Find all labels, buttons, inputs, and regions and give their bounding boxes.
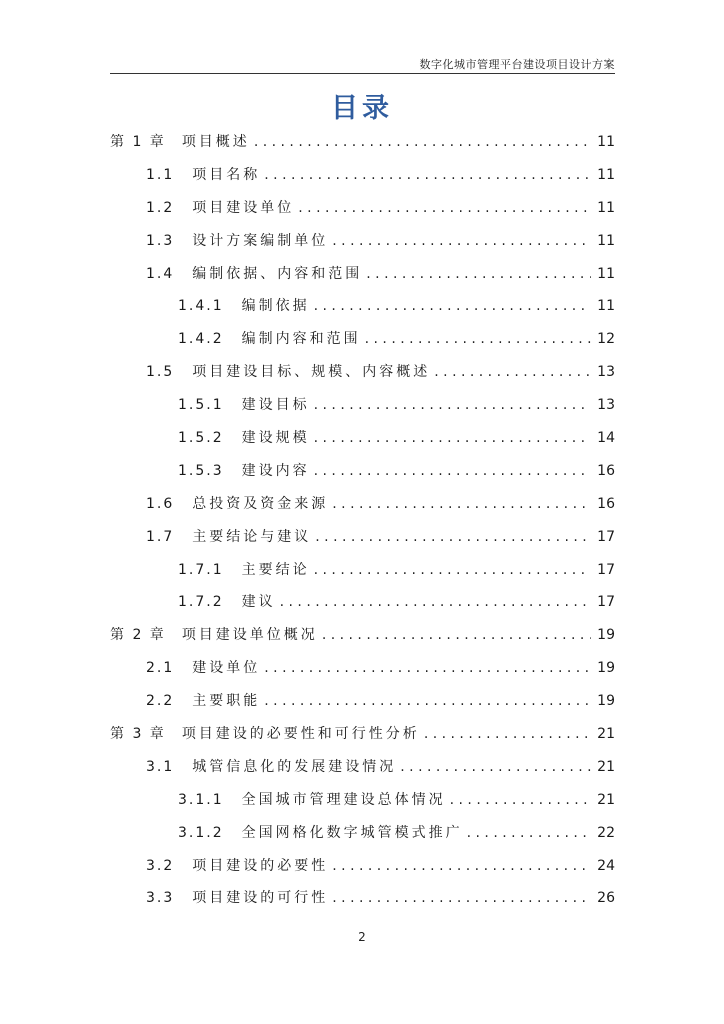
toc-entry-page: 19 [597, 660, 615, 677]
toc-entry-page: 22 [597, 824, 615, 841]
toc-dot-leader [434, 356, 591, 389]
toc-entry[interactable] [110, 850, 615, 883]
toc-entry-title: 主要结论 [241, 561, 310, 578]
toc-entry-title: 设计方案编制单位 [192, 232, 329, 249]
toc-entry-number: 3.1 [146, 758, 175, 775]
toc-entry[interactable] [110, 192, 615, 225]
toc-entry[interactable] [110, 718, 615, 751]
toc-dot-leader [332, 488, 591, 521]
toc-entry-number: 1.5 [146, 364, 175, 381]
toc-entry[interactable] [110, 225, 615, 258]
toc-entry-page: 26 [597, 890, 615, 907]
toc-dot-leader [314, 290, 591, 323]
toc-entry-number: 1.4 [146, 265, 175, 282]
toc-entry-title: 建设内容 [241, 462, 310, 479]
toc-dot-leader [400, 751, 591, 784]
toc-dot-leader [298, 192, 591, 225]
toc-entry-page: 17 [597, 528, 615, 545]
toc-dot-leader [332, 225, 591, 258]
toc-entry[interactable] [110, 882, 615, 915]
toc-entry-title: 项目建设的可行性 [192, 890, 329, 907]
toc-entry-number: 3.1.1 [178, 791, 224, 808]
toc-entry-number: 2.1 [146, 660, 175, 677]
toc-entry-title: 项目建设的必要性和可行性分析 [181, 726, 420, 743]
table-of-contents [110, 126, 615, 915]
toc-entry-number: 2.2 [146, 693, 175, 710]
toc-entry-number: 1.4.1 [178, 298, 224, 315]
toc-dot-leader [322, 619, 591, 652]
toc-dot-leader [314, 554, 591, 587]
toc-entry-title: 全国城市管理建设总体情况 [241, 791, 446, 808]
toc-entry-page: 17 [597, 561, 615, 578]
toc-entry[interactable] [110, 685, 615, 718]
toc-entry-title: 建设规模 [241, 430, 310, 447]
toc-dot-leader [314, 455, 591, 488]
toc-entry-title: 建设目标 [241, 397, 310, 414]
toc-dot-leader [314, 389, 591, 422]
running-header: 数字化城市管理平台建设项目设计方案 [419, 58, 615, 71]
toc-entry-page: 12 [597, 331, 615, 348]
toc-entry-title: 项目建设单位概况 [181, 627, 318, 644]
toc-entry-title: 编制内容和范围 [241, 331, 361, 348]
toc-entry[interactable] [110, 586, 615, 619]
toc-entry[interactable] [110, 554, 615, 587]
toc-dot-leader [264, 652, 591, 685]
toc-entry-title: 主要职能 [192, 693, 261, 710]
header-rule [110, 73, 615, 74]
toc-entry-title: 全国网格化数字城管模式推广 [241, 824, 463, 841]
toc-entry-page: 21 [597, 791, 615, 808]
toc-entry-title: 项目建设单位 [192, 199, 295, 216]
page-number: 2 [358, 930, 366, 944]
toc-entry-number: 1.3 [146, 232, 175, 249]
toc-dot-leader [365, 323, 591, 356]
toc-entry[interactable] [110, 159, 615, 192]
toc-entry-number: 1.2 [146, 199, 175, 216]
toc-entry[interactable] [110, 784, 615, 817]
toc-entry-title: 项目概述 [181, 134, 250, 150]
toc-entry-page: 13 [597, 364, 615, 381]
toc-entry-number: 3.2 [146, 857, 175, 874]
toc-entry[interactable] [110, 422, 615, 455]
toc-dot-leader [254, 126, 591, 159]
toc-entry-number: 1.7.1 [178, 561, 224, 578]
toc-entry-number: 第 1 章 [110, 134, 166, 150]
toc-entry-number: 3.1.2 [178, 824, 224, 841]
toc-entry[interactable] [110, 290, 615, 323]
toc-entry-page: 11 [597, 265, 615, 282]
toc-entry-number: 1.7 [146, 528, 175, 545]
toc-entry[interactable] [110, 619, 615, 652]
toc-entry-page: 11 [597, 232, 615, 249]
toc-entry-page: 19 [597, 693, 615, 710]
toc-dot-leader [314, 422, 591, 455]
toc-entry-page: 11 [597, 134, 615, 150]
toc-entry-title: 城管信息化的发展建设情况 [192, 758, 397, 775]
toc-entry-title: 主要结论与建议 [192, 528, 312, 545]
toc-entry[interactable] [110, 455, 615, 488]
toc-entry-page: 14 [597, 430, 615, 447]
toc-dot-leader [280, 586, 591, 619]
toc-entry-title: 总投资及资金来源 [192, 495, 329, 512]
toc-dot-leader [264, 159, 591, 192]
toc-entry-page: 19 [597, 627, 615, 644]
toc-dot-leader [366, 258, 591, 291]
toc-dot-leader [424, 718, 591, 751]
toc-entry-number: 第 3 章 [110, 726, 166, 743]
toc-entry-title: 建设单位 [192, 660, 261, 677]
toc-entry-page: 13 [597, 397, 615, 414]
toc-entry-title: 项目名称 [192, 166, 261, 183]
toc-dot-leader [467, 817, 591, 850]
toc-entry[interactable] [110, 258, 615, 291]
toc-entry[interactable] [110, 652, 615, 685]
toc-entry-number: 3.3 [146, 890, 175, 907]
toc-entry-page: 21 [597, 726, 615, 743]
toc-dot-leader [332, 850, 591, 883]
toc-entry-page: 17 [597, 594, 615, 611]
toc-entry-title: 编制依据、内容和范围 [192, 265, 363, 282]
toc-dot-leader [450, 784, 591, 817]
toc-entry[interactable] [110, 488, 615, 521]
toc-dot-leader [315, 521, 591, 554]
toc-entry[interactable] [110, 356, 615, 389]
toc-entry-title: 编制依据 [241, 298, 310, 315]
toc-entry-title: 项目建设的必要性 [192, 857, 329, 874]
toc-entry-number: 1.7.2 [178, 594, 224, 611]
toc-entry-number: 1.5.2 [178, 430, 224, 447]
toc-entry-number: 1.5.3 [178, 462, 224, 479]
toc-entry-title: 建议 [241, 594, 276, 611]
toc-entry-number: 1.4.2 [178, 331, 224, 348]
toc-entry-number: 1.6 [146, 495, 175, 512]
toc-entry-page: 11 [597, 199, 615, 216]
toc-entry-page: 24 [597, 857, 615, 874]
toc-entry[interactable] [110, 817, 615, 850]
toc-entry-number: 1.1 [146, 166, 175, 183]
toc-entry-title: 项目建设目标、规模、内容概述 [192, 364, 431, 381]
toc-dot-leader [332, 882, 591, 915]
toc-entry-page: 16 [597, 495, 615, 512]
toc-entry-number: 1.5.1 [178, 397, 224, 414]
toc-entry-page: 11 [597, 166, 615, 183]
toc-entry[interactable] [110, 389, 615, 422]
toc-entry[interactable] [110, 521, 615, 554]
toc-entry-number: 第 2 章 [110, 627, 166, 644]
toc-entry[interactable] [110, 126, 615, 159]
page-title: 目录 [331, 93, 393, 124]
toc-entry-page: 11 [597, 298, 615, 315]
toc-entry[interactable] [110, 323, 615, 356]
toc-entry-page: 16 [597, 462, 615, 479]
toc-dot-leader [264, 685, 591, 718]
toc-entry-page: 21 [597, 758, 615, 775]
toc-entry[interactable] [110, 751, 615, 784]
